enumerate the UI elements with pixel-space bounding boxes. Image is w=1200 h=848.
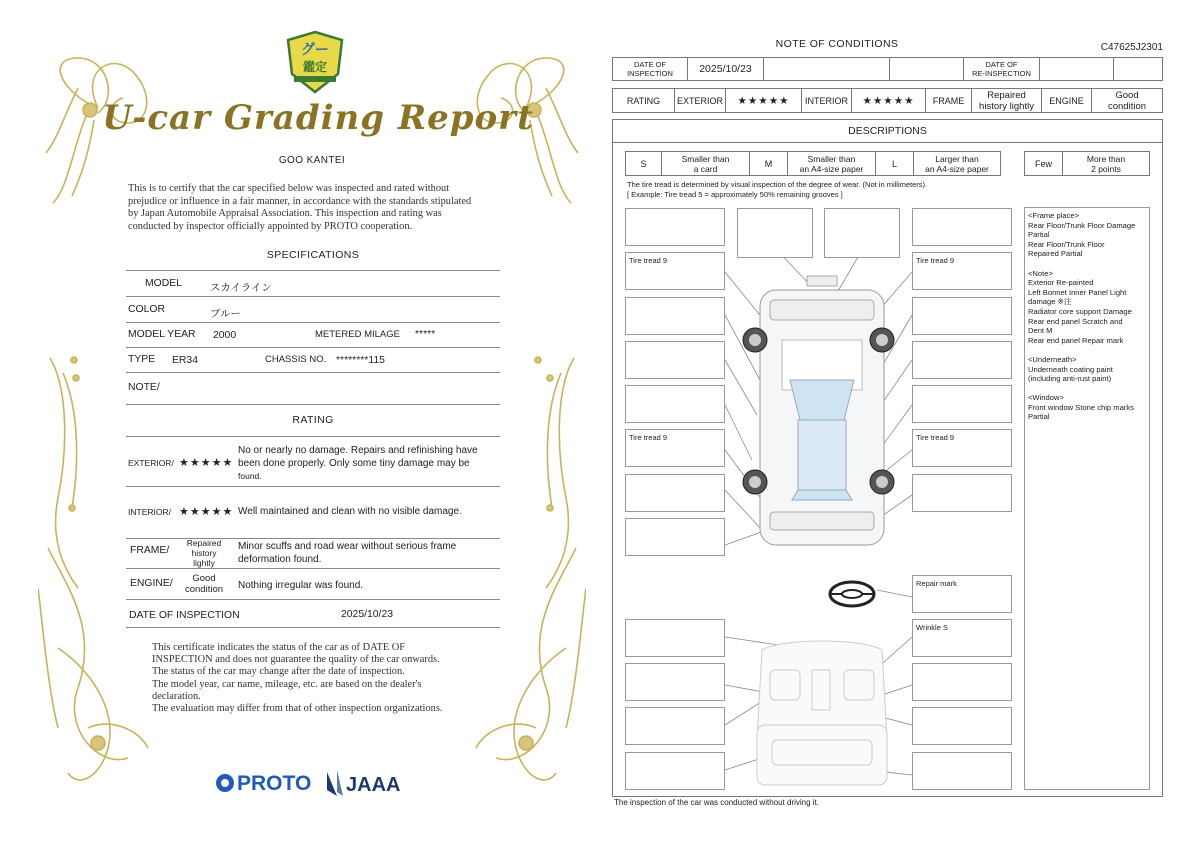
jaaa-logo	[327, 770, 400, 796]
date-label: DATE OF INSPECTION	[129, 610, 240, 621]
condition-comments	[1024, 207, 1150, 790]
comment-spacer	[1028, 345, 1146, 355]
desc-line: an A4-size paper	[925, 163, 989, 174]
reference-number: C47625J2301	[1100, 42, 1163, 53]
note-box	[912, 385, 1012, 423]
frame-label: FRAME	[926, 89, 972, 113]
disclaimer-line: declaration.	[152, 690, 201, 702]
tread-note-2: [ Example: Tire tread 5 = approximately 50% remaining grooves ]	[627, 190, 843, 199]
engine-value-line: Good	[192, 573, 216, 584]
comment-line: Radiator core support Damage	[1028, 306, 1132, 316]
tire-tread-rl: Tire tread 9	[629, 433, 668, 442]
divider	[126, 270, 500, 271]
mileage-value: *****	[415, 329, 436, 340]
desc-line: an A4-size paper	[799, 163, 864, 174]
color-label: COLOR	[128, 304, 165, 315]
car-top-view	[760, 276, 884, 545]
certificate-intro	[128, 183, 508, 233]
note-box	[912, 707, 1012, 745]
engine-value-line: condition	[184, 584, 224, 595]
value-line: Repaired	[987, 89, 1026, 101]
exterior-label: EXTERIOR	[675, 89, 726, 113]
date-value: 2025/10/23	[341, 609, 394, 620]
value-line: condition	[1107, 100, 1147, 112]
divider	[126, 568, 500, 569]
re-inspection-value	[1040, 58, 1114, 81]
comment-line: Front window Stone chip marks	[1028, 402, 1134, 412]
note-box	[625, 619, 725, 657]
rating-table	[612, 88, 1163, 113]
intro-line: by Japan Automobile Appraisal Association. This inspection and rating was	[128, 208, 442, 220]
chassis-value: ********115	[336, 355, 385, 366]
exterior-desc-line: been done properly. Only some tiny damage may be	[238, 457, 470, 469]
repair-mark-label: Repair mark	[916, 579, 957, 588]
tire-tread-rr: Tire tread 9	[916, 433, 955, 442]
certificate-title: U-car Grading Report	[102, 98, 534, 138]
model-label: MODEL	[145, 278, 182, 289]
size-few: Few	[1025, 152, 1063, 176]
inspection-dates-table	[612, 57, 1163, 81]
interior-stars: ★★★★★	[852, 89, 926, 113]
note-box	[912, 663, 1012, 701]
note-box	[625, 208, 725, 246]
disclaimer-line: INSPECTION and does not guarantee the quality of the car onwards.	[152, 654, 440, 666]
intro-line: conducted by inspector officially appointed by PROTO cooperation.	[128, 220, 413, 232]
frame-desc-line: Minor scuffs and road wear without serious frame	[238, 541, 457, 552]
model-year-value: 2000	[213, 330, 237, 341]
frame-value	[178, 538, 230, 568]
tire-tread-fl: Tire tread 9	[629, 256, 668, 265]
intro-line: This is to certify that the car specified below was inspected and rated without	[128, 183, 450, 194]
note-box	[625, 707, 725, 745]
rating-label: RATING	[613, 89, 675, 113]
model-value: スカイライン	[210, 283, 272, 294]
label-line: DATE OF	[985, 60, 1018, 69]
disclaimer-line: The model year, car name, mileage, etc. are based on the dealer's	[152, 678, 422, 690]
note-box	[912, 752, 1012, 790]
wrinkle-box	[912, 619, 1012, 657]
chassis-label: CHASSIS NO.	[265, 354, 327, 365]
note-box	[625, 474, 725, 512]
interior-label: INTERIOR/	[128, 507, 171, 517]
comment-line: <Window>	[1028, 393, 1064, 403]
divider	[126, 627, 500, 628]
comment-line: Left Bonnet Inner Panel Light	[1028, 287, 1127, 297]
jaaa-logo-text: JAAA	[346, 774, 401, 796]
frame-value	[972, 89, 1042, 113]
comment-line: Rear end panel Repair mark	[1028, 335, 1124, 345]
divider	[126, 347, 500, 348]
proto-logo-text: PROTO	[237, 772, 312, 795]
engine-value	[1092, 89, 1163, 113]
empty-cell	[890, 58, 964, 81]
tire-tread-box-fr	[912, 252, 1012, 290]
type-value: ER34	[172, 355, 198, 366]
comment-line: Rear end panel Scratch and	[1028, 316, 1123, 326]
footer-logos	[213, 768, 433, 798]
comment-line: Partial	[1028, 412, 1050, 422]
tire-tread-box-rl	[625, 429, 725, 467]
note-box	[737, 208, 813, 258]
exterior-description	[238, 445, 500, 483]
interior-description: Well maintained and clean with no visible damage.	[238, 506, 462, 517]
frame-desc-line: deformation found.	[238, 553, 322, 565]
note-box	[625, 297, 725, 335]
comment-line: <Underneath>	[1028, 354, 1077, 364]
type-label: TYPE	[128, 354, 156, 365]
comment-spacer	[1028, 384, 1146, 394]
disclaimer-line: The evaluation may differ from that of other inspection organizations.	[152, 703, 443, 715]
exterior-desc-line: found.	[238, 471, 262, 481]
badge-text-top: グー	[301, 42, 329, 58]
intro-line: prejudice or influence in a fair manner, in accordance with the standards stipulated	[128, 195, 472, 207]
empty-cell	[764, 58, 890, 81]
note-box	[625, 385, 725, 423]
inspection-footnote: The inspection of the car was conducted without driving it.	[614, 798, 819, 807]
note-box	[912, 297, 1012, 335]
note-box	[625, 518, 725, 556]
engine-description: Nothing irregular was found.	[238, 580, 364, 591]
car-interior-view	[757, 641, 887, 785]
comment-line: Exterior Re-painted	[1028, 278, 1094, 288]
empty-cell	[1114, 58, 1163, 81]
divider	[126, 404, 500, 405]
descriptions-heading: DESCRIPTIONS	[612, 119, 1163, 143]
label-line: RE-INSPECTION	[972, 69, 1031, 78]
frame-description	[238, 541, 456, 566]
comment-line: Repaired Partial	[1028, 249, 1083, 259]
disclaimer	[152, 642, 492, 715]
note-box	[912, 208, 1012, 246]
exterior-label: EXTERIOR/	[128, 458, 174, 468]
divider	[126, 372, 500, 373]
engine-label: ENGINE	[1042, 89, 1092, 113]
exterior-stars: ★★★★★	[179, 457, 234, 469]
few-legend-table	[1024, 151, 1150, 176]
note-box	[625, 341, 725, 379]
steering-wheel-icon	[830, 582, 874, 606]
desc-line: a card	[693, 163, 718, 174]
desc-line: More than	[1086, 153, 1126, 164]
brand-name: GOO KANTEI	[278, 155, 346, 166]
goo-kantei-badge	[286, 30, 344, 94]
value-line: history lightly	[979, 100, 1034, 112]
exterior-desc-line: No or nearly no damage. Repairs and refinishing have	[238, 445, 478, 456]
tire-tread-box-rr	[912, 429, 1012, 467]
size-s-desc	[662, 152, 750, 176]
comment-line: Rear Floor/Trunk Floor Damage	[1028, 220, 1136, 230]
comment-line: Dent M	[1028, 326, 1053, 336]
comment-spacer	[1028, 259, 1146, 269]
desc-line: 2 points	[1091, 163, 1121, 174]
size-l-desc	[914, 152, 1001, 176]
size-m-desc	[788, 152, 876, 176]
divider	[126, 322, 500, 323]
disclaimer-line: This certificate indicates the status of the car as of DATE OF	[152, 642, 406, 653]
engine-value	[178, 573, 230, 595]
frame-value-line: Repaired	[186, 538, 222, 548]
comment-line: (including anti-rust paint)	[1028, 374, 1112, 384]
size-s: S	[626, 152, 662, 176]
desc-line: Smaller than	[807, 153, 856, 164]
size-legend-table	[625, 151, 1001, 176]
color-value: ブルー	[210, 309, 241, 320]
comment-line: Partial	[1028, 230, 1050, 240]
divider	[126, 486, 500, 487]
disclaimer-line: The status of the car may change after the date of inspection.	[152, 666, 405, 678]
date-of-inspection-value: 2025/10/23	[688, 58, 764, 81]
label-line: INSPECTION	[627, 69, 673, 78]
date-of-inspection-label	[613, 58, 688, 81]
comment-line: Rear Floor/Trunk Floor	[1028, 239, 1105, 249]
tire-tread-fr: Tire tread 9	[916, 256, 955, 265]
note-box	[625, 752, 725, 790]
comment-line: <Frame place>	[1028, 211, 1080, 220]
tire-tread-box-fl	[625, 252, 725, 290]
exterior-stars: ★★★★★	[726, 89, 802, 113]
note-label: NOTE/	[128, 382, 160, 393]
rating-heading: RATING	[292, 414, 334, 426]
size-l: L	[876, 152, 914, 176]
frame-value-line: history	[191, 548, 217, 558]
wrinkle-label: Wrinkle S	[916, 623, 948, 632]
proto-logo	[216, 772, 311, 795]
size-m: M	[750, 152, 788, 176]
note-box	[912, 341, 1012, 379]
sheet-title: NOTE OF CONDITIONS	[775, 38, 899, 50]
desc-line: Smaller than	[681, 153, 730, 164]
divider	[126, 296, 500, 297]
interior-label: INTERIOR	[802, 89, 852, 113]
repair-mark-box	[912, 575, 1012, 613]
note-box	[824, 208, 900, 258]
divider	[126, 599, 500, 600]
model-year-label: MODEL YEAR	[128, 329, 196, 340]
value-line: Good	[1115, 89, 1139, 101]
frame-value-line: lightly	[193, 558, 215, 568]
label-line: DATE OF	[634, 60, 666, 69]
interior-stars: ★★★★★	[179, 506, 234, 518]
tread-note-1: The tire tread is determined by visual inspection of the degree of wear. (Not in millimeters).	[627, 180, 928, 189]
specifications-heading: SPECIFICATIONS	[266, 249, 360, 261]
size-few-desc	[1063, 152, 1150, 176]
comment-line: <Note>	[1028, 268, 1053, 278]
grading-certificate	[38, 28, 586, 818]
frame-label: FRAME/	[130, 545, 170, 556]
note-box	[912, 474, 1012, 512]
mileage-label: METERED MILAGE	[315, 329, 400, 340]
note-box	[625, 663, 725, 701]
badge-text-mid: 鑑定	[302, 60, 328, 74]
comment-line: Underneath coating paint	[1028, 364, 1113, 374]
comment-line: damage ※注	[1028, 297, 1072, 307]
desc-line: Larger than	[935, 153, 979, 164]
re-inspection-label	[964, 58, 1040, 81]
engine-label: ENGINE/	[130, 578, 173, 589]
divider	[126, 436, 500, 437]
